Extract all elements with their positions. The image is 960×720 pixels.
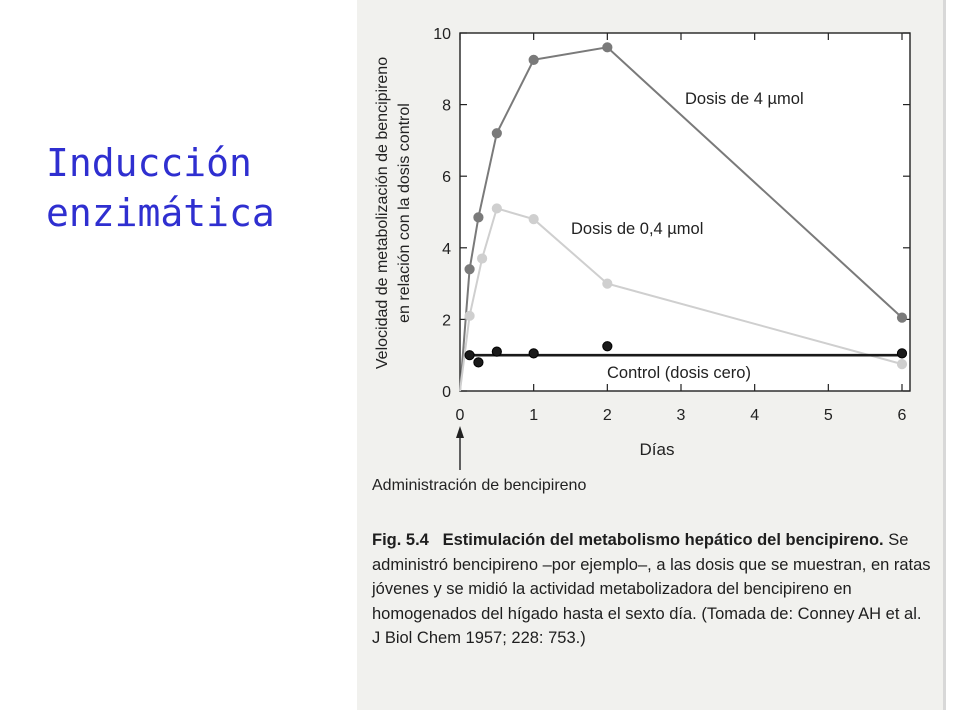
title-line-1: Inducción: [46, 141, 252, 185]
series-control-point-2: [492, 347, 501, 356]
series-control-point-5: [897, 349, 906, 358]
caption-body: Se administró bencipireno –por ejemplo–, a las dosis que se muestran, en ratas jóvenes y se midió la actividad metabolizadora del bencipireno en homogenados del hígado hasta el sexto día. (Tomada de: Conney AH et al. J Biol Chem 1957; 228: 753.): [372, 531, 931, 647]
series-label-control: Control (dosis cero): [607, 364, 751, 382]
y-tick-label-2: 4: [442, 240, 451, 258]
chart: [357, 0, 945, 510]
series-control-point-1: [474, 358, 483, 367]
y-tick-label-3: 6: [442, 169, 451, 187]
series-dosis-0-4-point-3: [492, 204, 501, 213]
y-tick-label-5: 10: [433, 26, 451, 43]
series-dosis-4-point-2: [474, 213, 483, 222]
y-tick-label-0: 0: [442, 384, 451, 401]
series-dosis-4-point-6: [897, 313, 906, 322]
x-tick-label-0: 0: [455, 407, 465, 424]
y-tick-label-4: 8: [442, 97, 451, 115]
series-label-dosis-0-4: Dosis de 0,4 µmol: [571, 220, 704, 238]
administration-annotation: Administración de bencipireno: [372, 477, 587, 494]
figure-caption: [372, 528, 932, 651]
series-dosis-0-4-point-6: [897, 360, 906, 369]
series-label-dosis-4: Dosis de 4 µmol: [685, 90, 804, 108]
series-dosis-4-point-1: [465, 265, 474, 274]
y-tick-label-1: 2: [442, 312, 451, 330]
y-axis-label-line-2: en relación con la dosis control: [396, 103, 413, 323]
annotation-arrow-head: [456, 426, 464, 438]
x-tick-label-2: 2: [602, 407, 612, 424]
series-control-point-4: [603, 342, 612, 351]
series-dosis-0-4-point-4: [529, 215, 538, 224]
x-tick-label-4: 4: [750, 407, 760, 424]
series-dosis-4-point-5: [603, 43, 612, 52]
x-tick-label-5: 5: [823, 407, 833, 424]
x-tick-label-1: 1: [529, 407, 539, 424]
series-control-point-3: [529, 349, 538, 358]
series-dosis-0-4-point-1: [465, 311, 474, 320]
x-tick-label-6: 6: [897, 407, 907, 424]
x-tick-label-3: 3: [676, 407, 686, 424]
slide-title: [46, 138, 336, 238]
plot-frame: [460, 33, 910, 391]
series-dosis-0-4-point-2: [478, 254, 487, 263]
title-line-2: enzimática: [46, 191, 275, 235]
x-axis-label: Días: [639, 440, 675, 459]
y-axis-label-line-1: Velocidad de metabolización de bencipireno: [374, 56, 391, 370]
series-control-point-0: [465, 351, 474, 360]
series-dosis-0-4-point-5: [603, 279, 612, 288]
caption-figure-label: Fig. 5.4: [372, 531, 429, 549]
series-dosis-4-point-3: [492, 129, 501, 138]
caption-heading: Estimulación del metabolismo hepático del bencipireno.: [442, 531, 884, 549]
series-dosis-4-point-4: [529, 55, 538, 64]
